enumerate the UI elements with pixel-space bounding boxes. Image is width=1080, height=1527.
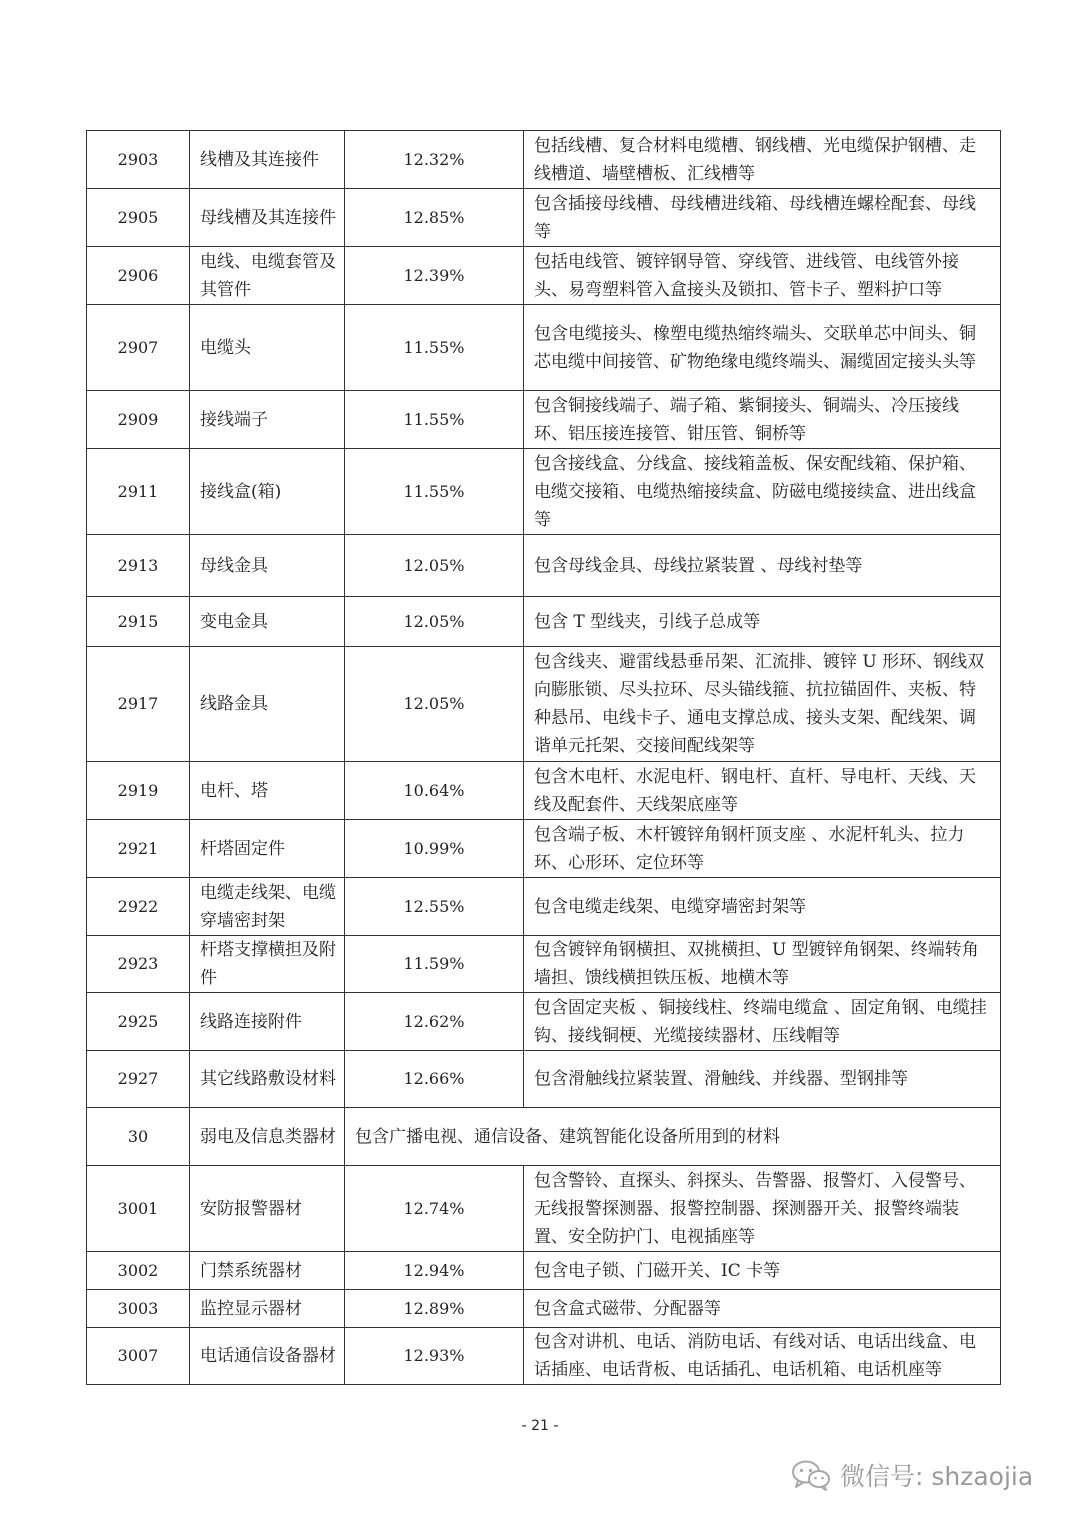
code-cell: 2917 xyxy=(87,647,190,762)
table-row xyxy=(87,878,1001,936)
rate-cell: 12.62% xyxy=(345,993,524,1051)
table-row xyxy=(87,535,1001,597)
code-cell: 2921 xyxy=(87,820,190,878)
name-cell: 电话通信设备器材 xyxy=(190,1328,345,1385)
table-row xyxy=(87,1166,1001,1252)
code-cell: 30 xyxy=(87,1108,190,1166)
name-cell: 门禁系统器材 xyxy=(190,1252,345,1290)
table-row xyxy=(87,820,1001,878)
code-cell: 3002 xyxy=(87,1252,190,1290)
page-number: - 21 - xyxy=(521,1418,559,1434)
description-cell: 包含对讲机、电话、消防电话、有线对话、电话出线盒、电话插座、电话背板、电话插孔、电话机箱、电话机座等 xyxy=(524,1328,1001,1385)
rate-cell: 12.05% xyxy=(345,535,524,597)
table-row xyxy=(87,1051,1001,1108)
name-cell: 母线槽及其连接件 xyxy=(190,189,345,247)
rate-cell: 12.93% xyxy=(345,1328,524,1385)
rate-cell: 12.55% xyxy=(345,878,524,936)
rate-cell: 12.94% xyxy=(345,1252,524,1290)
description-cell: 包含 T 型线夹，引线子总成等 xyxy=(524,597,1001,647)
description-cell: 包含线夹、避雷线悬垂吊架、汇流排、镀锌 U 形环、钢线双向膨胀锁、尽头拉环、尽头锚线箍、抗拉锚固件、夹板、特种悬吊、电线卡子、通电支撑总成、接头支架、配线架、调谐单元托架、交接间配线架等 xyxy=(524,647,1001,762)
code-cell: 2919 xyxy=(87,762,190,820)
name-cell: 母线金具 xyxy=(190,535,345,597)
code-cell: 3007 xyxy=(87,1328,190,1385)
rate-cell: 10.99% xyxy=(345,820,524,878)
table-row xyxy=(87,449,1001,535)
rate-cell: 11.55% xyxy=(345,449,524,535)
code-cell: 2913 xyxy=(87,535,190,597)
description-cell: 包含接线盒、分线盒、接线箱盖板、保安配线箱、保护箱、电缆交接箱、电缆热缩接续盒、防磁电缆接续盒、进出线盒等 xyxy=(524,449,1001,535)
name-cell: 监控显示器材 xyxy=(190,1290,345,1328)
name-cell: 电缆走线架、电缆穿墙密封架 xyxy=(190,878,345,936)
table-row xyxy=(87,1252,1001,1290)
table-row xyxy=(87,647,1001,762)
code-cell: 3003 xyxy=(87,1290,190,1328)
rate-cell: 11.55% xyxy=(345,305,524,391)
table-row xyxy=(87,391,1001,449)
table-row xyxy=(87,1328,1001,1385)
name-cell: 线路连接附件 xyxy=(190,993,345,1051)
rate-cell: 12.39% xyxy=(345,247,524,305)
description-cell: 包含镀锌角钢横担、双挑横担、U 型镀锌角钢架、终端转角墙担、馈线横担铁压板、地横木等 xyxy=(524,936,1001,993)
table-row xyxy=(87,993,1001,1051)
code-cell: 2927 xyxy=(87,1051,190,1108)
code-cell: 3001 xyxy=(87,1166,190,1252)
watermark-text: 微信号: shzaojia xyxy=(840,1462,1034,1491)
code-cell: 2923 xyxy=(87,936,190,993)
name-cell: 电线、电缆套管及其管件 xyxy=(190,247,345,305)
rate-cell: 10.64% xyxy=(345,762,524,820)
table-row xyxy=(87,189,1001,247)
description-cell: 包括线槽、复合材料电缆槽、钢线槽、光电缆保护钢槽、走线槽道、墙壁槽板、汇线槽等 xyxy=(524,131,1001,189)
code-cell: 2905 xyxy=(87,189,190,247)
code-cell: 2925 xyxy=(87,993,190,1051)
name-cell: 安防报警器材 xyxy=(190,1166,345,1252)
description-cell: 包含电缆接头、橡塑电缆热缩终端头、交联单芯中间头、铜芯电缆中间接管、矿物绝缘电缆终端头、漏缆固定接头头等 xyxy=(524,305,1001,391)
code-cell: 2907 xyxy=(87,305,190,391)
name-cell: 线路金具 xyxy=(190,647,345,762)
rate-cell: 12.74% xyxy=(345,1166,524,1252)
material-rate-table xyxy=(86,130,1001,1385)
rate-cell: 11.59% xyxy=(345,936,524,993)
rate-cell: 12.05% xyxy=(345,647,524,762)
name-cell: 杆塔支撑横担及附件 xyxy=(190,936,345,993)
description-cell: 包含电子锁、门磁开关、IC 卡等 xyxy=(524,1252,1001,1290)
table-row xyxy=(87,247,1001,305)
code-cell: 2915 xyxy=(87,597,190,647)
rate-cell: 12.32% xyxy=(345,131,524,189)
name-cell: 线槽及其连接件 xyxy=(190,131,345,189)
name-cell: 弱电及信息类器材 xyxy=(190,1108,345,1166)
code-cell: 2906 xyxy=(87,247,190,305)
table-row xyxy=(87,305,1001,391)
description-cell: 包括电线管、镀锌钢导管、穿线管、进线管、电线管外接头、易弯塑料管入盒接头及锁扣、管卡子、塑料护口等 xyxy=(524,247,1001,305)
category-description-cell: 包含广播电视、通信设备、建筑智能化设备所用到的材料 xyxy=(345,1108,1001,1166)
table-row xyxy=(87,936,1001,993)
description-cell: 包含警铃、直探头、斜探头、告警器、报警灯、入侵警号、无线报警探测器、报警控制器、探测器开关、报警终端装置、安全防护门、电视插座等 xyxy=(524,1166,1001,1252)
name-cell: 变电金具 xyxy=(190,597,345,647)
code-cell: 2922 xyxy=(87,878,190,936)
description-cell: 包含固定夹板 、铜接线柱、终端电缆盒 、固定角钢、电缆挂钩、接线铜梗、光缆接续器材、压线帽等 xyxy=(524,993,1001,1051)
name-cell: 接线盒(箱) xyxy=(190,449,345,535)
description-cell: 包含插接母线槽、母线槽进线箱、母线槽连螺栓配套、母线等 xyxy=(524,189,1001,247)
rate-cell: 12.89% xyxy=(345,1290,524,1328)
rate-cell: 12.85% xyxy=(345,189,524,247)
description-cell: 包含铜接线端子、端子箱、紫铜接头、铜端头、冷压接线环、铝压接连接管、钳压管、铜桥等 xyxy=(524,391,1001,449)
description-cell: 包含端子板、木杆镀锌角钢杆顶支座 、水泥杆轧头、拉力环、心形环、定位环等 xyxy=(524,820,1001,878)
rate-cell: 11.55% xyxy=(345,391,524,449)
table-row xyxy=(87,1290,1001,1328)
name-cell: 电缆头 xyxy=(190,305,345,391)
description-cell: 包含母线金具、母线拉紧装置 、母线衬垫等 xyxy=(524,535,1001,597)
table-row xyxy=(87,1108,1001,1166)
watermark xyxy=(790,1455,1033,1495)
code-cell: 2903 xyxy=(87,131,190,189)
description-cell: 包含木电杆、水泥电杆、钢电杆、直杆、导电杆、天线、天线及配套件、天线架底座等 xyxy=(524,762,1001,820)
name-cell: 其它线路敷设材料 xyxy=(190,1051,345,1108)
wechat-icon xyxy=(790,1458,832,1492)
description-cell: 包含电缆走线架、电缆穿墙密封架等 xyxy=(524,878,1001,936)
description-cell: 包含滑触线拉紧装置、滑触线、并线器、型钢排等 xyxy=(524,1051,1001,1108)
name-cell: 接线端子 xyxy=(190,391,345,449)
table-row xyxy=(87,762,1001,820)
description-cell: 包含盒式磁带、分配器等 xyxy=(524,1290,1001,1328)
name-cell: 电杆、塔 xyxy=(190,762,345,820)
name-cell: 杆塔固定件 xyxy=(190,820,345,878)
rate-cell: 12.05% xyxy=(345,597,524,647)
code-cell: 2909 xyxy=(87,391,190,449)
code-cell: 2911 xyxy=(87,449,190,535)
rate-cell: 12.66% xyxy=(345,1051,524,1108)
table-row xyxy=(87,597,1001,647)
table-row xyxy=(87,131,1001,189)
